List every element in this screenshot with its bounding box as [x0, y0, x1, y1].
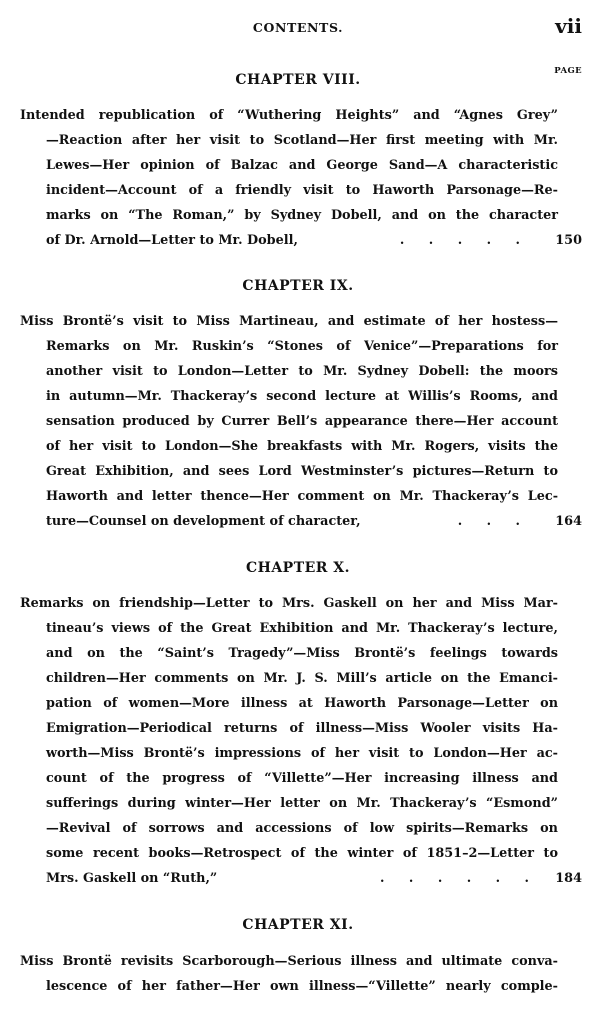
entry-line: Miss Brontë revisits Scarborough—Serious illness and ultimate conva- — [20, 954, 558, 969]
entry-line: count of the progress of “Villette”—Her increasing illness and — [46, 771, 558, 786]
chapter-title: CHAPTER XI. — [242, 917, 354, 933]
entry-line: sufferings during winter—Her letter on Mr. Thackeray’s “Esmond” — [46, 796, 558, 811]
entry-line: incident—Account of a friendly visit to Haworth Parsonage—Re- — [46, 183, 558, 198]
page-number: 164 — [555, 514, 582, 529]
running-head — [0, 14, 596, 40]
chapter-title: CHAPTER X. — [245, 560, 351, 576]
entry-line: of her visit to London—She breakfasts with Mr. Rogers, visits the — [46, 439, 558, 454]
entry-line: Mrs. Gaskell on “Ruth,” — [46, 871, 218, 886]
entry-line: Miss Brontë’s visit to Miss Martineau, and estimate of her hostess— — [20, 314, 558, 329]
entry-line: Remarks on friendship—Letter to Mrs. Gaskell on her and Miss Mar- — [20, 596, 558, 611]
page-number: 150 — [555, 233, 582, 248]
chapter-title: CHAPTER IX. — [242, 278, 354, 294]
entry-line: and on the “Saint’s Tragedy”—Miss Brontë’s feelings towards — [46, 646, 558, 661]
entry-line: lescence of her father—Her own illness—“Villette” nearly comple- — [46, 979, 558, 994]
entry-line: Remarks on Mr. Ruskin’s “Stones of Venice”—Preparations for — [46, 339, 558, 354]
dot-leader: . . . — [457, 514, 530, 529]
chapter-title: CHAPTER VIII. — [235, 72, 361, 88]
entry-line: tineau’s views of the Great Exhibition and Mr. Thackeray’s lecture, — [46, 621, 558, 636]
dot-leader: . . . . . — [399, 233, 530, 248]
entry-line: Emigration—Periodical returns of illness—Miss Wooler visits Ha- — [46, 721, 558, 736]
entry-line: —Reaction after her visit to Scotland—Her first meeting with Mr. — [46, 133, 558, 148]
entry-line: worth—Miss Brontë’s impressions of her visit to London—Her ac- — [46, 746, 558, 761]
entry-line: Intended republication of “Wuthering Heights” and “Agnes Grey” — [20, 108, 558, 123]
entry-line: ture—Counsel on development of character, — [46, 514, 361, 529]
entry-line: —Revival of sorrows and accessions of low spirits—Remarks on — [46, 821, 558, 836]
dot-leader: . . . . . . — [380, 871, 540, 886]
entry-line: marks on “The Roman,” by Sydney Dobell, and on the character — [46, 208, 558, 223]
entry-line: some recent books—Retrospect of the winter of 1851–2—Letter to — [46, 846, 558, 861]
entry-line: sensation produced by Currer Bell’s appearance there—Her account — [46, 414, 558, 429]
entry-line: Lewes—Her opinion of Balzac and George Sand—A characteristic — [46, 158, 558, 173]
entry-line: Haworth and letter thence—Her comment on Mr. Thackeray’s Lec- — [46, 489, 558, 504]
running-title: CONTENTS. — [252, 20, 344, 35]
page-number: 184 — [555, 871, 582, 886]
entry-line: of Dr. Arnold—Letter to Mr. Dobell, — [46, 233, 298, 248]
entry-line: another visit to London—Letter to Mr. Sydney Dobell: the moors — [46, 364, 558, 379]
entry-line: in autumn—Mr. Thackeray’s second lecture at Willis’s Rooms, and — [46, 389, 558, 404]
entry-line: pation of women—More illness at Haworth Parsonage—Letter on — [46, 696, 558, 711]
entry-line: Great Exhibition, and sees Lord Westminster’s pictures—Return to — [46, 464, 558, 479]
page-column-label: PAGE — [554, 66, 582, 76]
entry-line: children—Her comments on Mr. J. S. Mill’s article on the Emanci- — [46, 671, 558, 686]
page-folio: vii — [555, 14, 582, 38]
